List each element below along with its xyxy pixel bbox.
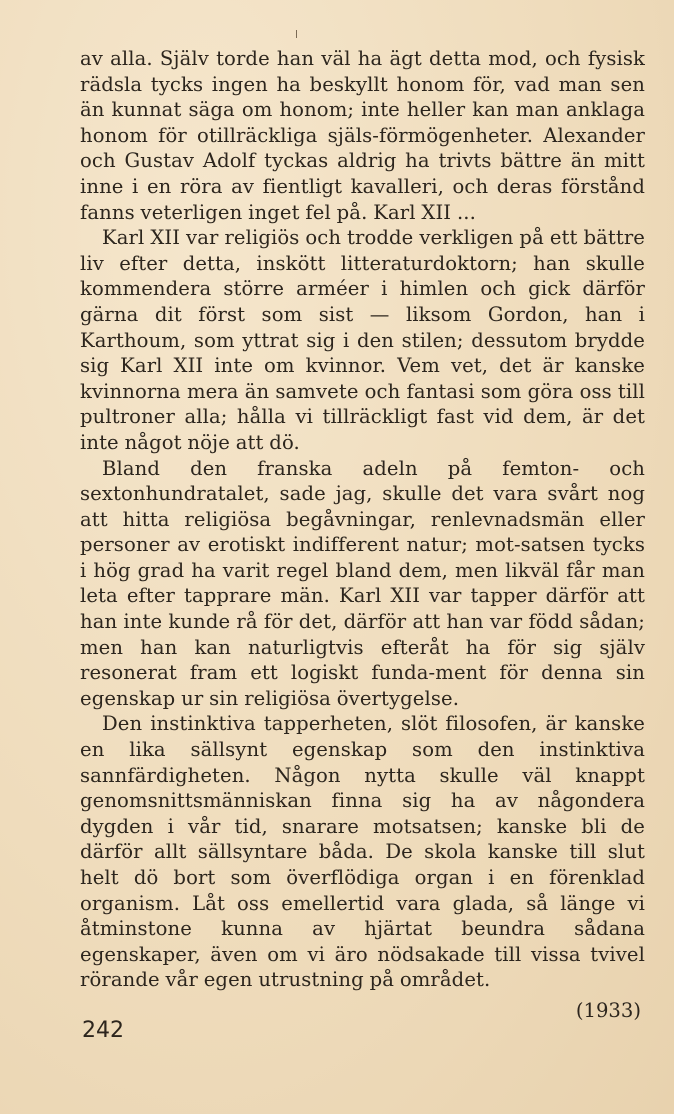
page-number: 242: [82, 1018, 124, 1043]
ink-speck: [296, 30, 297, 38]
paragraph-2: Karl XII var religiös och trodde verkligen på ett bättre liv efter detta, inskött litteraturdoktorn; han skulle kommendera större arméer i himlen och gick därför gärna dit först som sist — liksom Gordon, han i Karthoum, som yttrat sig i den stilen; dessutom brydde sig Karl XII inte om kvinnor. Vem vet, det är kanske kvinnorna mera än samvete och fantasi som göra oss till pultroner alla; hålla vi tillräckligt fast vid dem, är det inte något nöje att dö.: [80, 226, 645, 454]
publication-year: (1933): [575, 998, 641, 1022]
paragraph-3: Bland den franska adeln på femton- och sextonhundratalet, sade jag, skulle det vara svårt nog att hitta religiösa begåvningar, renlevnadsmän eller personer av erotiskt indifferent natur; mot-satsen tycks i hög grad ha varit regel bland dem, men likväl får man leta efter tapprare män. Karl XII var tapper därför att han inte kunde rå för det, därför att han var född sådan; men han kan naturligtvis efteråt ha för sig själv resonerat fram ett logiskt funda-ment för denna sin egenskap ur sin religiösa övertygelse.: [80, 456, 645, 710]
text-block: [80, 46, 645, 993]
paragraph-1: av alla. Själv torde han väl ha ägt detta mod, och fysisk rädsla tycks ingen ha beskyllt honom för, vad man sen än kunnat säga om honom; inte heller kan man anklaga honom för otillräckliga själs-förmögenheter. Alexander och Gustav Adolf tyckas aldrig ha trivts bättre än mitt inne i en röra av fientligt kavalleri, och deras förstånd fanns veterligen inget fel på. Karl XII ...: [80, 47, 645, 224]
page-body: [80, 46, 645, 1022]
paragraph-4: Den instinktiva tapperheten, slöt filosofen, är kanske en lika sällsynt egenskap som den instinktiva sannfärdigheten. Någon nytta skulle väl knappt genomsnittsmänniskan finna sig ha av någondera dygden i vår tid, snarare motsatsen; kanske bli de därför allt sällsyntare båda. De skola kanske till slut helt dö bort som överflödiga organ i en förenklad organism. Låt oss emellertid vara glada, så länge vi åtminstone kunna av hjärtat beundra sådana egenskaper, även om vi äro nödsakade till vissa tvivel rörande vår egen utrustning på området.: [80, 712, 645, 992]
